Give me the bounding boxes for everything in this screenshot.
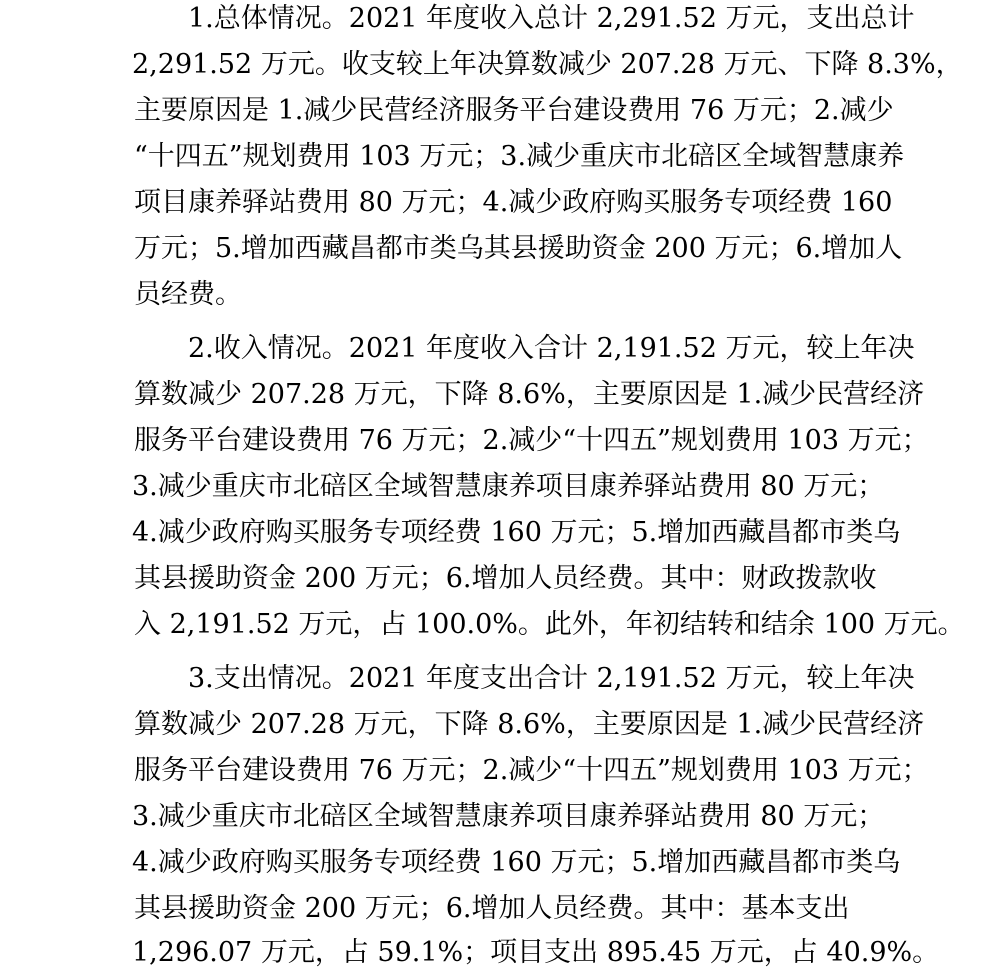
text-line: 3.减少重庆市北碚区全域智慧康养项目康养驿站费用 80 万元； xyxy=(132,801,885,832)
text-line: 入 2,191.52 万元，占 100.0%。此外，年初结转和结余 100 万元。 xyxy=(134,609,965,640)
text-line: 员经费。 xyxy=(134,279,242,310)
text-line: 其县援助资金 200 万元；6.增加人员经费。其中：基本支出 xyxy=(134,893,850,924)
text-line: 4.减少政府购买服务专项经费 160 万元；5.增加西藏昌都市类乌 xyxy=(132,847,901,878)
text-line: 1,296.07 万元，占 59.1%；项目支出 895.45 万元，占 40.9%。 xyxy=(132,937,940,968)
text-line: 主要原因是 1.减少民营经济服务平台建设费用 76 万元；2.减少 xyxy=(134,95,894,126)
text-line: 万元；5.增加西藏昌都市类乌其县援助资金 200 万元；6.增加人 xyxy=(134,233,903,264)
text-line: 3.支出情况。2021 年度支出合计 2,191.52 万元，较上年决 xyxy=(188,663,915,694)
text-line: 2,291.52 万元。收支较上年决算数减少 207.28 万元、下降 8.3%， xyxy=(132,49,963,80)
text-line: 1.总体情况。2021 年度收入总计 2,291.52 万元，支出总计 xyxy=(188,3,915,34)
text-line: 2.收入情况。2021 年度收入合计 2,191.52 万元，较上年决 xyxy=(188,333,915,364)
text-line: 其县援助资金 200 万元；6.增加人员经费。其中：财政拨款收 xyxy=(134,563,877,594)
text-line: 项目康养驿站费用 80 万元；4.减少政府购买服务专项经费 160 xyxy=(134,187,893,218)
text-line: 4.减少政府购买服务专项经费 160 万元；5.增加西藏昌都市类乌 xyxy=(132,517,901,548)
text-line: 3.减少重庆市北碚区全域智慧康养项目康养驿站费用 80 万元； xyxy=(132,471,885,502)
text-line: 服务平台建设费用 76 万元；2.减少“十四五”规划费用 103 万元； xyxy=(134,755,929,786)
text-line: 服务平台建设费用 76 万元；2.减少“十四五”规划费用 103 万元； xyxy=(134,425,929,456)
text-line: “十四五”规划费用 103 万元；3.减少重庆市北碚区全域智慧康养 xyxy=(134,141,905,172)
text-line: 算数减少 207.28 万元，下降 8.6%，主要原因是 1.减少民营经济 xyxy=(134,379,925,410)
text-line: 算数减少 207.28 万元，下降 8.6%，主要原因是 1.减少民营经济 xyxy=(134,709,925,740)
